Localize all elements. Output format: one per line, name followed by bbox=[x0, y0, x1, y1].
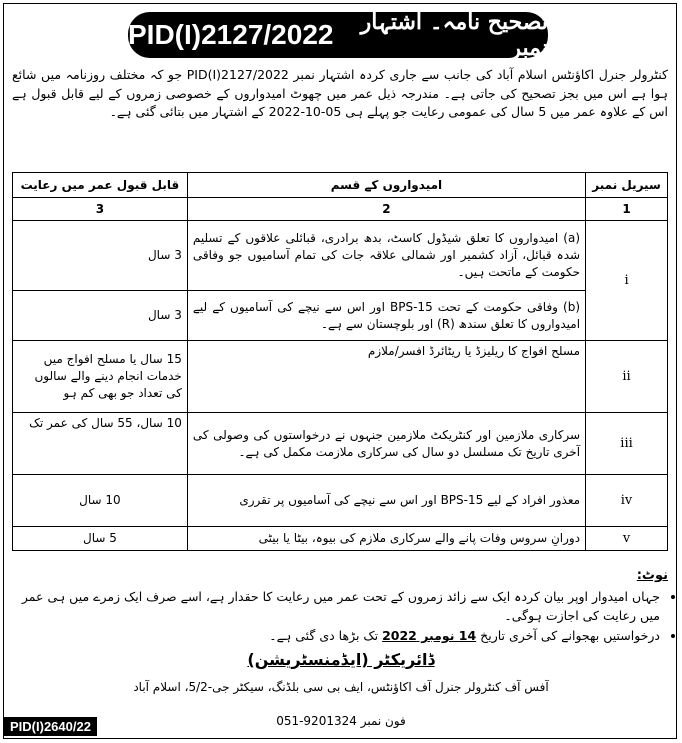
title-code: PID(I)2127/2022 bbox=[128, 19, 334, 50]
category-cell: سرکاری ملازمین اور کنٹریکٹ ملازمین جنہوں نے درخواستوں کی وصولی کی آخری تاریخ تک مسلسل دو سال کی سرکاری ملازمت مکمل کی ہے۔ bbox=[187, 413, 585, 475]
note-text-after: تک بڑھا دی گئی ہے۔ bbox=[269, 628, 379, 643]
table-row bbox=[13, 221, 668, 291]
director-signature: ڈائریکٹر (ایڈمنسٹریشن) bbox=[247, 650, 435, 669]
phone-number: 051-9201324 bbox=[276, 714, 357, 728]
serial-cell: v bbox=[586, 527, 668, 551]
intro-paragraph: کنٹرولر جنرل اکاؤنٹس اسلام آباد کی جانب سے جاری کردہ اشتہار نمبر PID(I)2127/2022 جو کہ مختلف روزنامہ میں شائع ہوا ہے اس میں بجز تصحیح کی جاتی ہے۔ مندرجہ ذیل عمر میں چھوٹ امیدواروں کے خصوصی زمروں کے لیے قابل قبول ہے اس کے علاوہ عمر میں 5 سال کی عمومی رعایت جو پہلے ہی 05-10-2022 کے اشتہار میں بتائی گئی ہے۔ bbox=[12, 67, 668, 119]
table-header-row bbox=[13, 173, 668, 198]
age-cell: 10 سال bbox=[13, 475, 188, 527]
serial-cell: iii bbox=[586, 413, 668, 475]
table-row bbox=[13, 341, 668, 413]
note-item bbox=[20, 588, 660, 625]
age-cell: 5 سال bbox=[13, 527, 188, 551]
notes-title: نوٹ: bbox=[636, 568, 668, 583]
note-text-before: درخواستیں بھجوانے کی آخری تاریخ bbox=[480, 628, 660, 643]
header-age: قابل قبول عمر میں رعایت bbox=[13, 173, 188, 198]
serial-cell: i bbox=[586, 221, 668, 341]
notes-list bbox=[20, 588, 682, 648]
pid-tag: PID(I)2640/22 bbox=[4, 717, 97, 736]
table-row bbox=[13, 475, 668, 527]
header-category: امیدواروں کے قسم bbox=[187, 173, 585, 198]
col-number-2: 2 bbox=[187, 198, 585, 221]
note-text: جہاں امیدوار اوپر بیان کردہ ایک سے زائد زمروں کے تحت عمر میں رعایت کا حقدار ہے، اسے صرف ایک زمرے میں ہی عمر میں رعایت کی اجازت ہوگی۔ bbox=[21, 589, 660, 623]
table-row bbox=[13, 413, 668, 475]
category-cell: (b) وفاقی حکومت کے تحت BPS-15 اور اس سے نیچے کی آسامیوں کے لیے امیدواروں کا تعلق سندھ (R) اور بلوچستان سے ہے۔ bbox=[187, 291, 585, 341]
office-address: آفس آف کنٹرولر جنرل آف اکاؤنٹس، ایف بی سی بلڈنگ، سیکٹر جی-5/2، اسلام آباد bbox=[133, 680, 549, 694]
table-row bbox=[13, 291, 668, 341]
serial-cell: iv bbox=[586, 475, 668, 527]
col-number-3: 3 bbox=[13, 198, 188, 221]
category-cell: مسلح افواج کا ریلیزڈ یا ریٹائرڈ افسر/ملازم bbox=[187, 341, 585, 413]
note-item bbox=[20, 627, 660, 646]
deadline-date: 14 نومبر 2022 bbox=[382, 628, 477, 643]
age-cell: 3 سال bbox=[13, 221, 188, 291]
category-cell: دورانِ سروس وفات پانے والے سرکاری ملازم کی بیوہ، بیٹا یا بیٹی bbox=[187, 527, 585, 551]
title-urdu: تصحیح نامہ۔ اشتہار نمبر bbox=[360, 9, 548, 61]
col-number-1: 1 bbox=[586, 198, 668, 221]
phone-line bbox=[0, 714, 682, 728]
age-cell: 10 سال، 55 سال کی عمر تک bbox=[13, 413, 188, 475]
serial-cell: ii bbox=[586, 341, 668, 413]
age-cell: 3 سال bbox=[13, 291, 188, 341]
title-banner bbox=[128, 9, 548, 61]
table-row bbox=[13, 527, 668, 551]
header-serial: سیریل نمبر bbox=[586, 173, 668, 198]
category-cell: (a) امیدواروں کا تعلق شیڈول کاسٹ، بدھ برادری، قبائلی علاقوں کے تسلیم شدہ قبائل، آزاد کشمیر اور شمالی علاقہ جات کی تمام آسامیوں جو وفاقی حکومت کے ماتحت ہیں۔ bbox=[187, 221, 585, 291]
age-relaxation-table bbox=[12, 172, 668, 551]
age-cell: 15 سال یا مسلح افواج میں خدمات انجام دینے والے سالوں کی تعداد جو بھی کم ہو bbox=[13, 341, 188, 413]
category-cell: معذور افراد کے لیے BPS-15 اور اس سے نیچے کی آسامیوں پر تقرری bbox=[187, 475, 585, 527]
table-number-row bbox=[13, 198, 668, 221]
phone-label: فون نمبر bbox=[360, 714, 406, 728]
